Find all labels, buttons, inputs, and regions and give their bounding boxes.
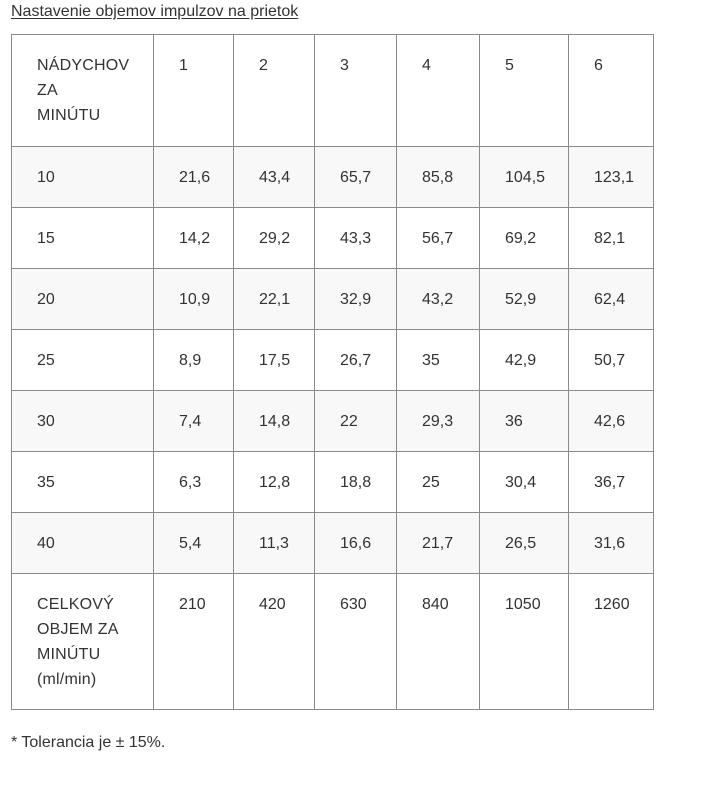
value-cell: 18,8 (315, 452, 397, 513)
breath-rate-cell: 10 (12, 147, 154, 208)
value-cell: 17,5 (234, 330, 315, 391)
value-cell: 43,2 (397, 269, 480, 330)
value-cell: 21,7 (397, 513, 480, 574)
value-cell: 21,6 (154, 147, 234, 208)
value-cell: 52,9 (480, 269, 569, 330)
tolerance-footnote: * Tolerancia je ± 15%. (11, 734, 166, 751)
total-value-cell: 1260 (569, 574, 654, 710)
value-cell: 22,1 (234, 269, 315, 330)
table-row (12, 513, 654, 574)
value-cell: 5,4 (154, 513, 234, 574)
value-cell: 69,2 (480, 208, 569, 269)
value-cell: 32,9 (315, 269, 397, 330)
value-cell: 43,4 (234, 147, 315, 208)
table-header-row (12, 35, 654, 147)
total-label-line: MINÚTU (37, 646, 101, 663)
breath-rate-cell: 15 (12, 208, 154, 269)
value-cell: 50,7 (569, 330, 654, 391)
value-cell: 22 (315, 391, 397, 452)
value-cell: 29,3 (397, 391, 480, 452)
value-cell: 25 (397, 452, 480, 513)
total-label-cell (12, 574, 154, 710)
table-title: Nastavenie objemov impulzov na prietok (11, 3, 299, 20)
value-cell: 56,7 (397, 208, 480, 269)
column-header-2: 2 (234, 35, 315, 147)
column-header-4: 4 (397, 35, 480, 147)
value-cell: 8,9 (154, 330, 234, 391)
value-cell: 62,4 (569, 269, 654, 330)
value-cell: 123,1 (569, 147, 654, 208)
table-row (12, 452, 654, 513)
breath-rate-cell: 25 (12, 330, 154, 391)
value-cell: 10,9 (154, 269, 234, 330)
value-cell: 42,6 (569, 391, 654, 452)
corner-header-cell (12, 35, 154, 147)
total-value-cell: 210 (154, 574, 234, 710)
value-cell: 30,4 (480, 452, 569, 513)
table-row (12, 269, 654, 330)
breath-rate-cell: 35 (12, 452, 154, 513)
column-header-6: 6 (569, 35, 654, 147)
value-cell: 43,3 (315, 208, 397, 269)
value-cell: 26,5 (480, 513, 569, 574)
value-cell: 65,7 (315, 147, 397, 208)
corner-label-line: NÁDYCHOV (37, 57, 130, 74)
total-label-line: CELKOVÝ (37, 596, 114, 613)
breath-rate-cell: 30 (12, 391, 154, 452)
value-cell: 85,8 (397, 147, 480, 208)
column-header-3: 3 (315, 35, 397, 147)
value-cell: 26,7 (315, 330, 397, 391)
corner-label-line: MINÚTU (37, 107, 101, 124)
value-cell: 31,6 (569, 513, 654, 574)
value-cell: 42,9 (480, 330, 569, 391)
total-label-line: OBJEM ZA (37, 621, 119, 638)
corner-label-line: ZA (37, 82, 58, 99)
table-row (12, 208, 654, 269)
value-cell: 11,3 (234, 513, 315, 574)
value-cell: 7,4 (154, 391, 234, 452)
value-cell: 35 (397, 330, 480, 391)
value-cell: 36 (480, 391, 569, 452)
total-value-cell: 1050 (480, 574, 569, 710)
value-cell: 29,2 (234, 208, 315, 269)
total-row (12, 574, 654, 710)
breath-rate-cell: 40 (12, 513, 154, 574)
table-row (12, 391, 654, 452)
total-value-cell: 840 (397, 574, 480, 710)
value-cell: 14,2 (154, 208, 234, 269)
value-cell: 12,8 (234, 452, 315, 513)
table-row (12, 147, 654, 208)
value-cell: 16,6 (315, 513, 397, 574)
value-cell: 6,3 (154, 452, 234, 513)
breath-rate-cell: 20 (12, 269, 154, 330)
total-value-cell: 420 (234, 574, 315, 710)
column-header-1: 1 (154, 35, 234, 147)
flow-settings-table (11, 34, 654, 710)
value-cell: 36,7 (569, 452, 654, 513)
value-cell: 82,1 (569, 208, 654, 269)
value-cell: 14,8 (234, 391, 315, 452)
total-value-cell: 630 (315, 574, 397, 710)
value-cell: 104,5 (480, 147, 569, 208)
column-header-5: 5 (480, 35, 569, 147)
total-label-line: (ml/min) (37, 671, 97, 688)
table-row (12, 330, 654, 391)
